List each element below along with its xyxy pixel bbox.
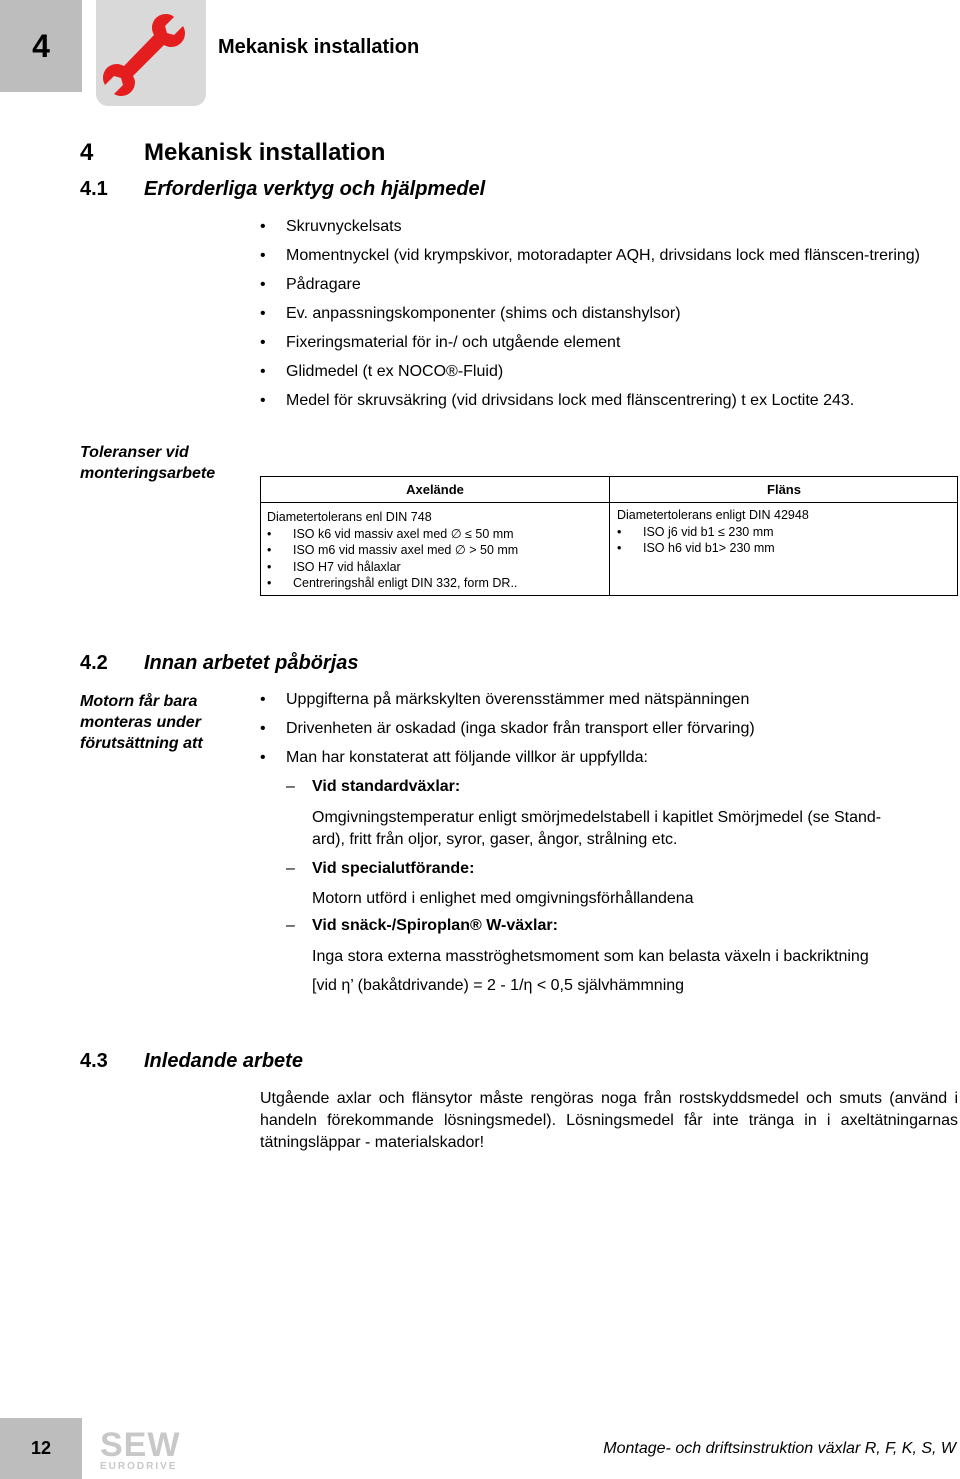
condition-special-text: Motorn utförd i enlighet med omgivningsförhållandena — [312, 890, 694, 907]
tools-list — [260, 217, 960, 420]
section-title: Inledande arbete — [144, 1050, 303, 1072]
precondition-list — [260, 690, 960, 777]
section-heading-4-1 — [80, 178, 485, 201]
section-heading-4-3 — [80, 1050, 303, 1073]
column-header-flange: Fläns — [767, 482, 801, 497]
sew-eurodrive-logo: SEW EURODRIVE — [100, 1426, 181, 1472]
section-number: 4.3 — [80, 1050, 108, 1072]
list-item: • ISO H7 vid hålaxlar — [267, 559, 603, 576]
tolerance-table — [260, 476, 958, 596]
document-title: Montage- och driftsinstruktion växlar R, F, K, S, W — [603, 1440, 956, 1457]
list-item: • Glidmedel (t ex NOCO®-Fluid) — [260, 362, 960, 382]
condition-worm-formula: [vid η’ (bakåtdrivande) = 2 - 1/η < 0,5 självhämmning — [312, 977, 685, 994]
column-header-axle: Axelände — [406, 482, 464, 497]
list-item: • Uppgifterna på märkskylten överensstämmer med nätspänningen — [260, 690, 960, 710]
section-number: 4.1 — [80, 178, 108, 200]
list-item: • ISO j6 vid b1 ≤ 230 mm — [617, 524, 953, 541]
list-item: • ISO k6 vid massiv axel med ∅ ≤ 50 mm — [267, 526, 603, 543]
list-item: • Fixeringsmaterial för in-/ och utgående element — [260, 333, 960, 353]
section-4-3-text: Utgående axlar och flänsytor måste rengöras noga från rostskyddsmedel och smuts (använd i handeln förekommande lösningsmedel). Lösningsmedel får inte tränga in i axeltätningarnas tätningsläppar - materialskador! — [260, 1090, 958, 1151]
flange-tolerances: Diametertolerans enligt DIN 42948 • ISO j6 vid b1 ≤ 230 mm • ISO h6 vid b1> 230 mm — [617, 507, 953, 557]
list-item: • Centreringshål enligt DIN 332, form DR.. — [267, 575, 603, 592]
list-item: • Drivenheten är oskadad (inga skador från transport eller förvaring) — [260, 719, 960, 739]
list-item: • Man har konstaterat att följande villkor är uppfyllda: — [260, 748, 960, 768]
precondition-side-label: Motorn får bara monteras under förutsättning att — [80, 693, 203, 752]
axle-tolerances: Diametertolerans enl DIN 748 • ISO k6 vid massiv axel med ∅ ≤ 50 mm • ISO m6 vid massiv axel med ∅ > 50 mm • ISO H7 vid hålaxlar • Centreringshål enligt DIN 332, form DR.. — [267, 509, 603, 592]
list-item: • Momentnyckel (vid krympskivor, motoradapter AQH, drivsidans lock med flänscen-trering) — [260, 246, 960, 266]
header-title: Mekanisk installation — [218, 36, 420, 58]
list-item: • Skruvnyckelsats — [260, 217, 960, 237]
section-heading-4 — [80, 139, 385, 167]
condition-worm-text: Inga stora externa masströghetsmoment som kan belasta växeln i backriktning — [312, 948, 869, 965]
chapter-number: 4 — [32, 27, 50, 64]
condition-standard-label: – Vid standardväxlar: — [286, 778, 461, 795]
wrench-icon — [96, 0, 206, 106]
page-number: 12 — [30, 1438, 52, 1458]
list-item: • Medel för skruvsäkring (vid drivsidans lock med flänscentrering) t ex Loctite 243. — [260, 391, 960, 411]
condition-worm-label: – Vid snäck-/Spiroplan® W-växlar: — [286, 917, 558, 934]
section-heading-4-2 — [80, 652, 359, 675]
condition-standard-text: Omgivningstemperatur enligt smörjmedelstabell i kapitlet Smörjmedel (se Stand- ard), fritt från oljor, syror, gaser, ångor, strålning etc. — [312, 809, 882, 848]
list-item: • ISO h6 vid b1> 230 mm — [617, 540, 953, 557]
list-item: • Ev. anpassningskomponenter (shims och distanshylsor) — [260, 304, 960, 324]
chapter-icon-box — [96, 0, 206, 106]
list-item: • Pådragare — [260, 275, 960, 295]
list-item: • ISO m6 vid massiv axel med ∅ > 50 mm — [267, 542, 603, 559]
section-number: 4.2 — [80, 652, 108, 674]
section-title: Mekanisk installation — [144, 139, 386, 166]
condition-special-label: – Vid specialutförande: — [286, 860, 475, 877]
section-number: 4 — [80, 139, 94, 166]
section-title: Innan arbetet påbörjas — [144, 652, 359, 674]
section-title: Erforderliga verktyg och hjälpmedel — [144, 178, 486, 200]
tolerances-side-label: Toleranser vid monteringsarbete — [80, 444, 216, 482]
